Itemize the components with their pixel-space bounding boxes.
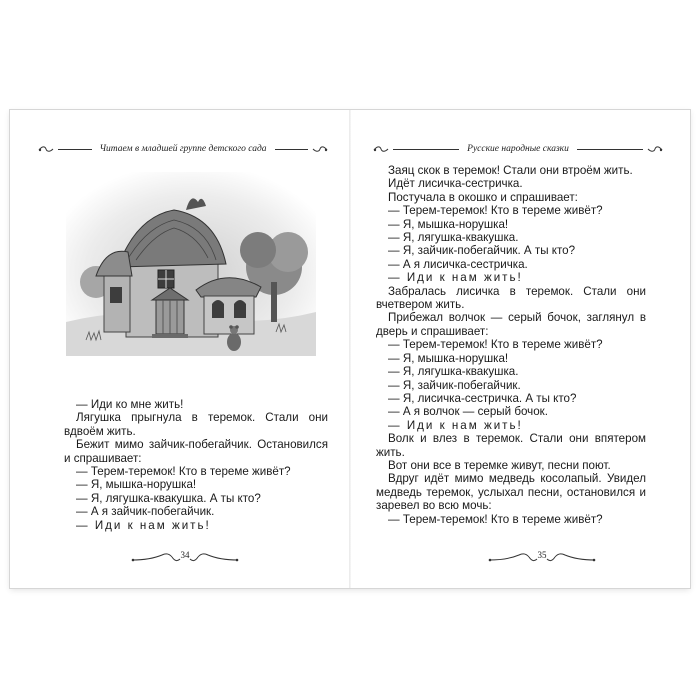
right-running-head bbox=[373, 138, 663, 160]
story-paragraph: — Иди ко мне жить! bbox=[76, 398, 184, 411]
story-paragraph: — Я, мышка-норушка! bbox=[76, 478, 197, 492]
right-story-text bbox=[376, 164, 646, 526]
story-paragraph: — Я, лягушка-квакушка. bbox=[388, 231, 519, 245]
book-spread bbox=[10, 110, 690, 588]
story-paragraph: — Я, зайчик-побегайчик. А ты кто? bbox=[388, 244, 576, 258]
running-head-rule bbox=[275, 149, 309, 150]
story-paragraph: Прибежал волчок — серый бочок, заглянул в дверь и спрашивает: bbox=[376, 311, 646, 338]
story-paragraph: — Я, зайчик-побегайчик. bbox=[388, 378, 521, 392]
story-paragraph: Идёт лисичка-сестричка. bbox=[388, 177, 523, 191]
story-paragraph: Постучала в окошко и спрашивает: bbox=[388, 190, 578, 204]
story-paragraph: — А я лисичка-сестричка. bbox=[388, 257, 528, 271]
page-number: 35 bbox=[537, 550, 547, 560]
story-paragraph: — Я, лисичка-сестричка. А ты кто? bbox=[388, 391, 577, 405]
story-paragraph: — Я, лягушка-квакушка. А ты кто? bbox=[76, 491, 261, 505]
teremok-house-illustration bbox=[66, 172, 316, 356]
story-paragraph: — Терем-теремок! Кто в тереме живёт? bbox=[388, 204, 603, 218]
story-paragraph: — Я, мышка-норушка! bbox=[388, 217, 509, 231]
running-head-rule bbox=[58, 149, 92, 150]
flourish-ornament-icon bbox=[647, 144, 663, 154]
flourish-ornament-icon bbox=[312, 144, 328, 154]
left-story-text bbox=[64, 398, 328, 532]
story-paragraph: — Иди к нам жить! bbox=[388, 418, 523, 432]
story-paragraph: — Терем-теремок! Кто в тереме живёт? bbox=[388, 512, 603, 526]
story-paragraph: Забралась лисичка в теремок. Стали они вчетвером жить. bbox=[376, 284, 646, 312]
story-paragraph: Вот они все в теремке живут, песни поют. bbox=[388, 458, 611, 472]
story-paragraph: — Терем-теремок! Кто в тереме живёт? bbox=[76, 465, 291, 479]
left-page-folio bbox=[128, 545, 242, 569]
story-paragraph: — Иди к нам жить! bbox=[388, 271, 523, 285]
story-paragraph: Заяц скок в теремок! Стали они втроём жить. bbox=[388, 164, 633, 177]
story-paragraph: Вдруг идёт мимо медведь косолапый. Увидел медведь теремок, услыхал песни, остановился и заревел во всю мочь: bbox=[376, 472, 646, 513]
right-page bbox=[351, 110, 690, 588]
running-head-rule bbox=[393, 149, 459, 150]
story-paragraph: — Я, мышка-норушка! bbox=[388, 351, 509, 365]
story-paragraph: — А я волчок — серый бочок. bbox=[388, 405, 548, 419]
story-paragraph: Лягушка прыгнула в теремок. Стали они вдвоём жить. bbox=[64, 411, 328, 438]
running-head-title: Читаем в младшей группе детского сада bbox=[99, 144, 267, 154]
left-running-head bbox=[38, 138, 328, 160]
flourish-ornament-icon bbox=[373, 144, 389, 154]
story-paragraph: Волк и влез в теремок. Стали они впятером жить. bbox=[376, 432, 646, 459]
page-number: 34 bbox=[180, 550, 190, 560]
story-paragraph: — Терем-теремок! Кто в тереме живёт? bbox=[388, 338, 603, 352]
story-paragraph: Бежит мимо зайчик-побегайчик. Остановился и спрашивает: bbox=[64, 438, 328, 465]
story-paragraph: — Иди к нам жить! bbox=[76, 518, 211, 532]
flourish-ornament-icon bbox=[38, 144, 54, 154]
story-paragraph: — А я зайчик-побегайчик. bbox=[76, 505, 215, 519]
story-paragraph: — Я, лягушка-квакушка. bbox=[388, 365, 519, 379]
right-page-folio bbox=[485, 545, 599, 569]
running-head-rule bbox=[577, 149, 643, 150]
left-page bbox=[10, 110, 350, 588]
running-head-title: Русские народные сказки bbox=[467, 144, 569, 154]
